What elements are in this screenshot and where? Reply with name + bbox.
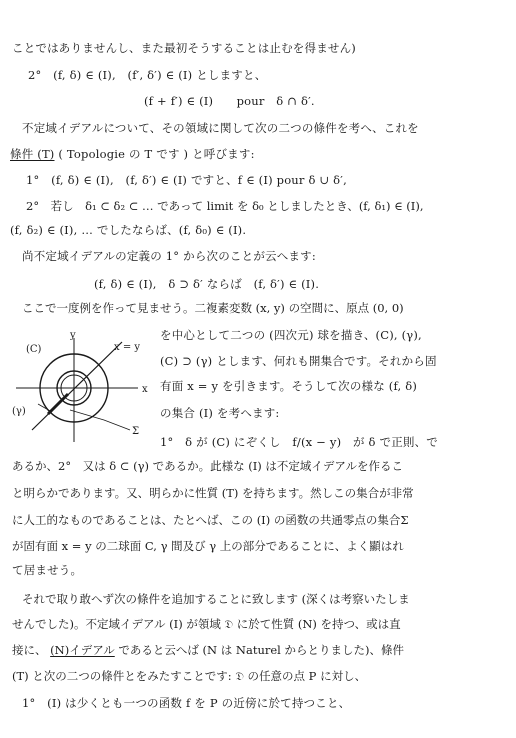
text-line-12: を中心として二つの (四次元) 球を描き、(C), (γ), [160, 328, 422, 342]
sigma-pointer [70, 410, 130, 430]
text-line-4: 不定域イデアルについて、その領域に関して次の二つの條件を考へ、これを [22, 121, 419, 135]
text-line-17: あるか、2° 又は δ ⊂ (γ) であるか。此様な (I) は不定域イデアルを作るこ [12, 459, 403, 473]
text-line-1: ことではありませんし、また最初そうすることは止むを得ません) [12, 41, 356, 55]
text-line-5 [10, 146, 255, 162]
text-line-26: 1° (I) は少くとも一つの函数 f を P の近傍に於て持つこと、 [22, 696, 351, 710]
text-line-19: に人工的なものであることは、たとへば、この (I) の函数の共通零点の集合Σ [12, 513, 409, 527]
label-y-axis: y [70, 330, 76, 341]
text-line-13: (C) ⊃ (γ) とします、何れも開集合です。それから固 [160, 354, 437, 368]
text-line-25: (T) と次の二つの條件とをみたすことです: 𝔇 の任意の点 P に対し、 [12, 669, 367, 683]
label-c: (C) [26, 344, 42, 355]
text-line-24-start: 接に、 [12, 643, 47, 657]
text-line-2: 2° (f, δ) ∈ (I), (f′, δ′) ∈ (I) としますと、 [28, 68, 267, 82]
text-line-23: せんでした)。不定域イデアル (I) が領域 𝔇 に於て性質 (N) を持つ、或は直 [12, 617, 401, 631]
label-x-axis: x [142, 384, 148, 395]
text-line-11: ここで一度例を作って見ませう。二複素変数 (x, y) の空間に、原点 (0, 0) [22, 301, 404, 315]
label-gamma: (γ) [12, 406, 26, 417]
text-line-8: (f, δ₂) ∈ (I), … でしたならば、(f, δ₀) ∈ (I). [10, 223, 247, 237]
text-line-6: 1° (f, δ) ∈ (I), (f, δ′) ∈ (I) ですと、f ∈ (I) pour δ ∪ δ′, [26, 173, 347, 187]
spheres-figure [10, 330, 158, 450]
text-line-10: (f, δ) ∈ (I), δ ⊃ δ′ ならば (f, δ′) ∈ (I). [94, 277, 320, 291]
text-line-22: それで取り敢へず次の條件を追加することに致します (深くは考察いたしま [22, 592, 410, 606]
text-line-20: が固有面 x = y の二球面 C, γ 間及び γ 上の部分であることに、よく顯はれ [12, 539, 404, 553]
label-sigma: Σ [132, 426, 140, 437]
text-line-16: 1° δ が (C) にぞくし f/(x − y) が δ で正則、で [160, 435, 438, 449]
text-line-14: 有面 x = y を引きます。そうして次の様な (f, δ) [160, 379, 418, 393]
condition-t-term: 條件 (T) [10, 147, 55, 161]
spheres-diagram [10, 330, 158, 450]
text-line-15: の集合 (I) を考へます: [160, 406, 280, 420]
text-line-9: 尚不定域イデアルの定義の 1° から次のことが云へます: [22, 249, 316, 263]
text-line-7: 2° 若し δ₁ ⊂ δ₂ ⊂ … であって limit を δ₀ としましたとき、(f, δ₁) ∈ (I), [26, 199, 424, 213]
text-line-3: (f + f′) ∈ (I) pour δ ∩ δ′. [144, 94, 315, 108]
text-line-18: と明らかであります。又、明らかに性質 (T) を持ちます。然しこの集合が非常 [12, 486, 414, 500]
text-line-24 [12, 642, 404, 658]
label-x-equals-y: x = y [114, 342, 141, 353]
text-line-24-end: であると云へば (N は Naturel からとりました)、條件 [118, 643, 404, 657]
condition-t-note: ( Topologie の T です ) と呼びます: [58, 147, 255, 161]
text-line-21: て居ませう。 [12, 563, 83, 577]
n-ideal-term: (N)イデアル [50, 643, 115, 657]
